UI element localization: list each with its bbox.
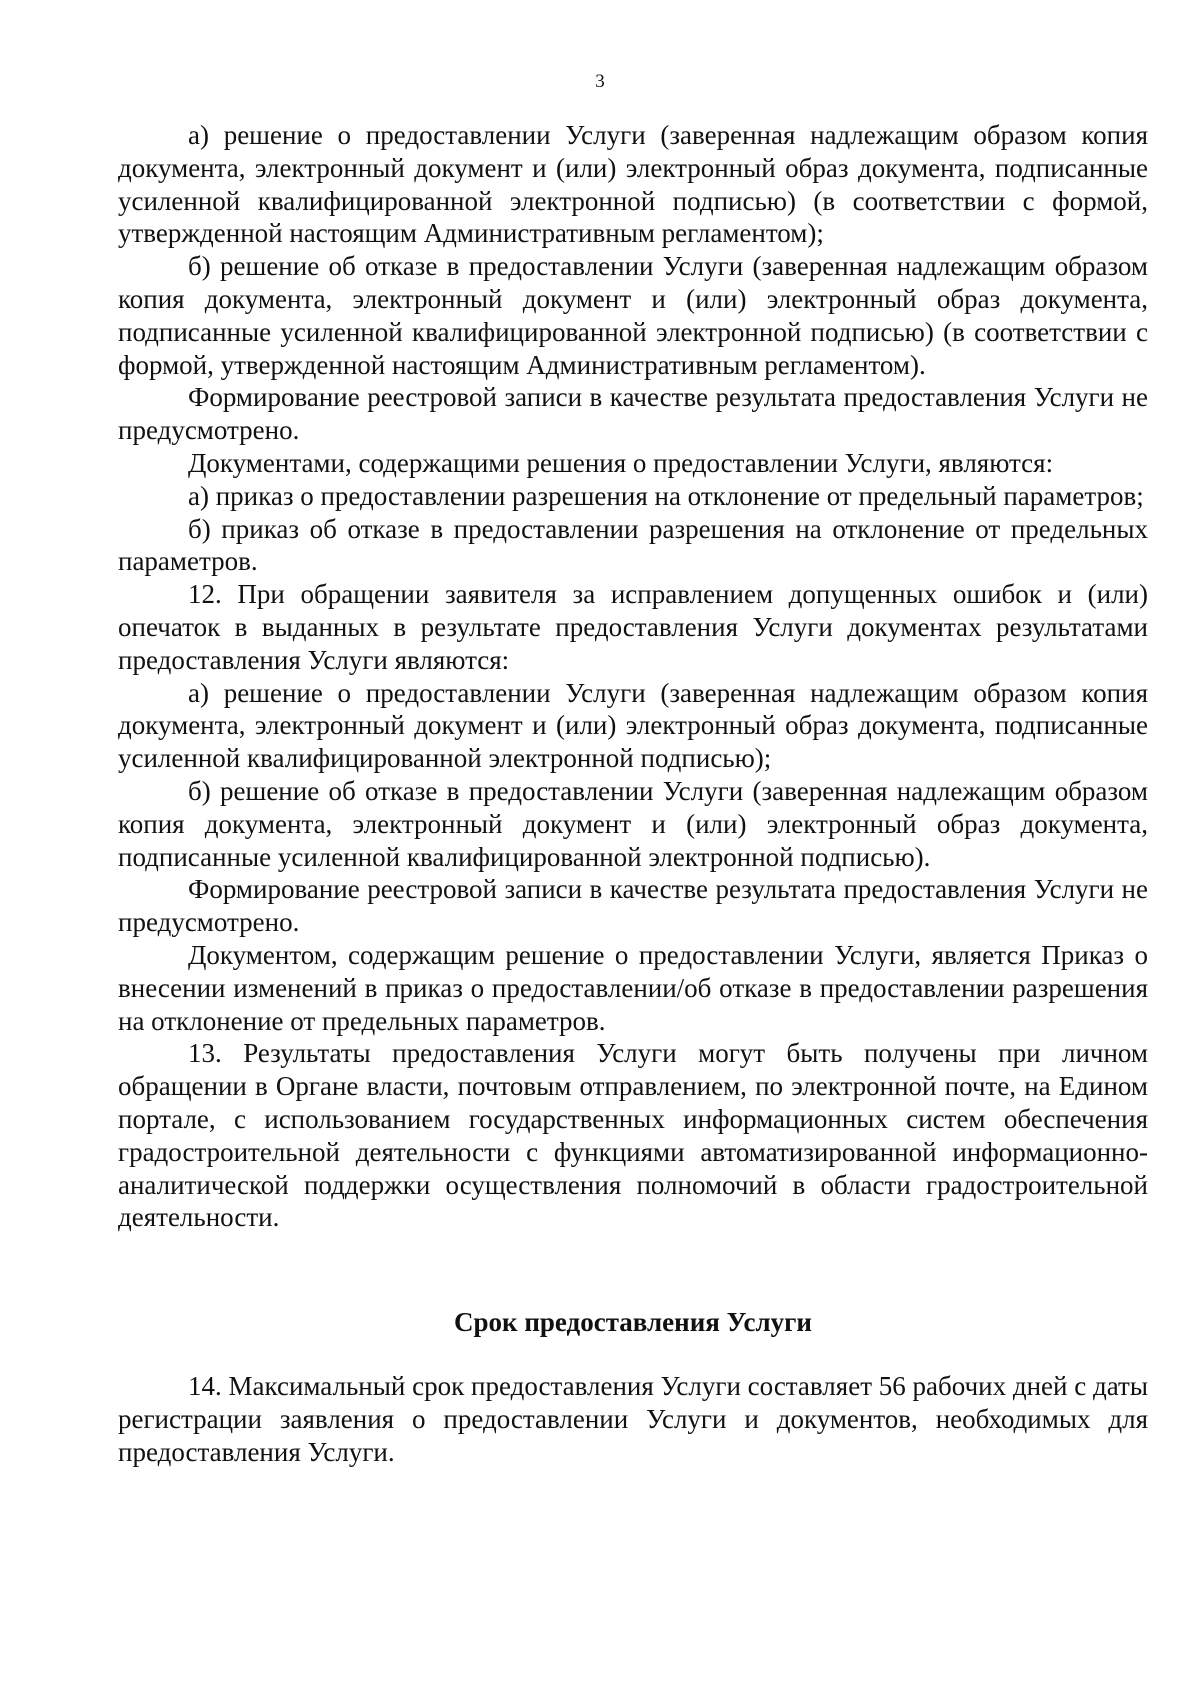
paragraph-item-13: 13. Результаты предоставления Услуги могут быть получены при личном обращении в Органе власти, почтовым отправлением, по электронной почте, на Едином портале, с использованием государственных информационных систем обеспечения градостроительной деятельности с функциями автоматизированной информационно-аналитической поддержки осуществления полномочий в области градостроительной деятельности. xyxy=(118,1038,1148,1233)
paragraph-documents-intro: Документами, содержащими решения о предоставлении Услуги, являются: xyxy=(188,447,1054,478)
paragraph-result-approval: а) решение о предоставлении Услуги (заверенная надлежащим образом копия документа, электронный документ и (или) электронный образ документа, подписанные усиленной квалифицированной электронной подписью) (в соответствии с формой, утвержденной настоящим Административным регламентом); xyxy=(118,120,1148,249)
paragraph-result-refusal: б) решение об отказе в предоставлении Услуги (заверенная надлежащим образом копия документа, электронный документ и (или) электронный образ документа, подписанные усиленной квалифицированной электронной подписью) (в соответствии с формой, утвержденной настоящим Административным регламентом). xyxy=(118,251,1148,380)
paragraph-correction-approval: а) решение о предоставлении Услуги (заверенная надлежащим образом копия документа, электронный документ и (или) электронный образ документа, подписанные усиленной квалифицированной электронной подписью); xyxy=(118,677,1148,774)
section-heading: Срок предоставления Услуги xyxy=(454,1307,812,1337)
paragraph-item-12: 12. При обращении заявителя за исправлением допущенных ошибок и (или) опечаток в выданных в результате предоставления Услуги документах результатами предоставления Услуги являются: xyxy=(118,579,1148,675)
paragraph-correction-refusal: б) решение об отказе в предоставлении Услуги (заверенная надлежащим образом копия документа, электронный документ и (или) электронный образ документа, подписанные усиленной квалифицированной электронной подписью). xyxy=(118,775,1148,872)
paragraph-registry-note: Формирование реестровой записи в качестве результата предоставления Услуги не предусмотрено. xyxy=(118,382,1148,446)
paragraph-order-approval: а) приказ о предоставлении разрешения на отклонение от предельный параметров; xyxy=(188,480,1144,511)
document-body xyxy=(118,119,1148,1234)
paragraph-item-14: 14. Максимальный срок предоставления Услуги составляет 56 рабочих дней с даты регистрации заявления о предоставлении Услуги и документов, необходимых для предоставления Услуги. xyxy=(118,1371,1148,1467)
final-section xyxy=(118,1370,1148,1468)
paragraph-amendment-order: Документом, содержащим решение о предоставлении Услуги, является Приказ о внесении изменений в приказ о предоставлении/об отказе в предоставлении разрешения на отклонение от предельных параметров. xyxy=(118,939,1148,1036)
paragraph-registry-note-2: Формирование реестровой записи в качестве результата предоставления Услуги не предусмотрено. xyxy=(118,874,1148,938)
page-number: 3 xyxy=(595,71,605,92)
paragraph-order-refusal: б) приказ об отказе в предоставлении разрешения на отклонение от предельных параметров. xyxy=(118,513,1148,577)
